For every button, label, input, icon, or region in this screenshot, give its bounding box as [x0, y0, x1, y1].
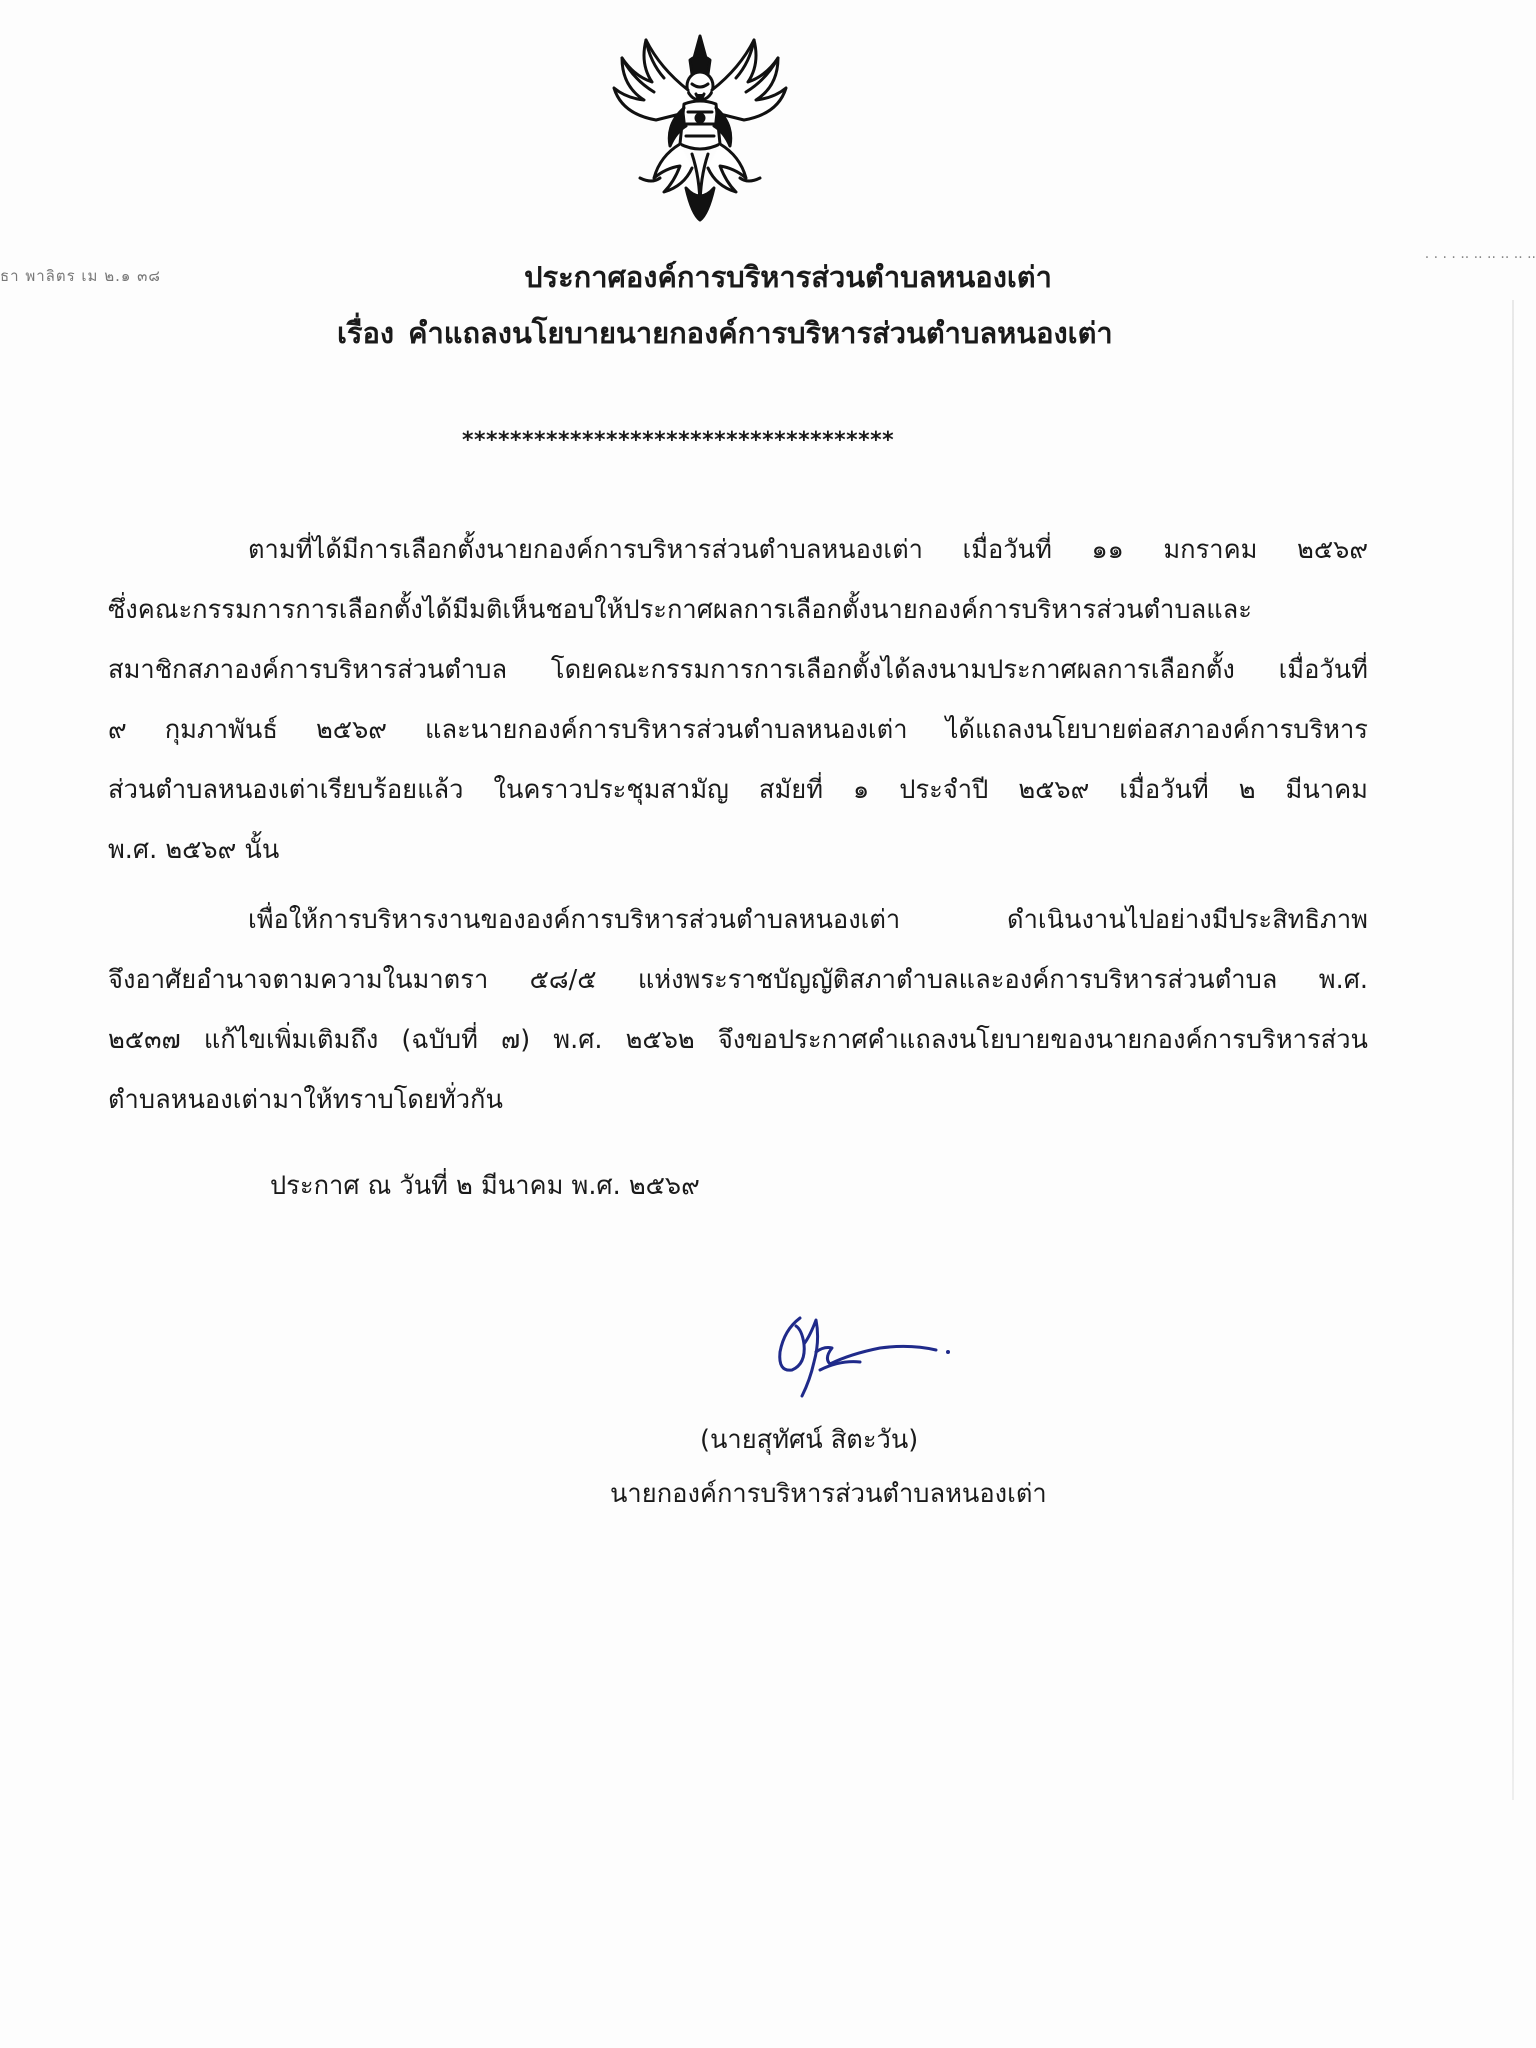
scan-noise-right: · · · · ·· ·· ·· ·· ·· ·· [1424, 250, 1536, 266]
scan-noise-left: ธา พาลิตร เม ๒.๑ ๓๘ [0, 267, 161, 285]
paragraph-line: จึงอาศัยอำนาจตามความในมาตรา ๕๘/๕ แห่งพระราชบัญญัติสภาตำบลและองค์การบริหารส่วนตำบล พ.ศ. [108, 965, 1368, 995]
signer-title: นายกองค์การบริหารส่วนตำบลหนองเต่า [610, 1479, 1047, 1509]
subject-text: คำแถลงนโยบายนายกองค์การบริหารส่วนตำบลหนองเต่า [408, 316, 1113, 350]
announcement-title: ประกาศองค์การบริหารส่วนตำบลหนองเต่า [524, 260, 1052, 294]
asterisk-separator: ************************************ [462, 428, 895, 453]
announcement-date: ประกาศ ณ วันที่ ๒ มีนาคม พ.ศ. ๒๕๖๙ [270, 1171, 700, 1201]
paragraph-line: ซึ่งคณะกรรมการการเลือกตั้งได้มีมติเห็นชอบให้ประกาศผลการเลือกตั้งนายกองค์การบริหารส่วนตำบลและ [108, 595, 1252, 625]
signer-name: (นายสุทัศน์ สิตะวัน) [700, 1425, 919, 1455]
announcement-subject [337, 310, 1113, 356]
paragraph-1 [108, 520, 1368, 880]
garuda-emblem-icon [600, 28, 800, 228]
paragraph-line: สมาชิกสภาองค์การบริหารส่วนตำบล โดยคณะกรรมการการเลือกตั้งได้ลงนามประกาศผลการเลือกตั้ง เมื่อวันที่ [108, 655, 1368, 685]
scan-edge-shadow [1512, 300, 1514, 1800]
paragraph-line: ตำบลหนองเต่ามาให้ทราบโดยทั่วกัน [108, 1085, 503, 1115]
handwritten-signature-icon [740, 1300, 960, 1410]
paragraph-2 [108, 890, 1368, 1130]
paragraph-line: พ.ศ. ๒๕๖๙ นั้น [108, 835, 280, 865]
paragraph-line: ส่วนตำบลหนองเต่าเรียบร้อยแล้ว ในคราวประชุมสามัญ สมัยที่ ๑ ประจำปี ๒๕๖๙ เมื่อวันที่ ๒ มีนาคม [108, 775, 1368, 805]
paragraph-line: ๒๕๓๗ แก้ไขเพิ่มเติมถึง (ฉบับที่ ๗) พ.ศ. ๒๕๖๒ จึงขอประกาศคำแถลงนโยบายของนายกองค์การบริหารส่วน [108, 1025, 1368, 1055]
paragraph-line: ตามที่ได้มีการเลือกตั้งนายกองค์การบริหารส่วนตำบลหนองเต่า เมื่อวันที่ ๑๑ มกราคม ๒๕๖๙ [248, 535, 1368, 565]
paragraph-line: เพื่อให้การบริหารงานขององค์การบริหารส่วนตำบลหนองเต่า ดำเนินงานไปอย่างมีประสิทธิภาพ [248, 905, 1368, 935]
paragraph-line: ๙ กุมภาพันธ์ ๒๕๖๙ และนายกองค์การบริหารส่วนตำบลหนองเต่า ได้แถลงนโยบายต่อสภาองค์การบริหาร [108, 715, 1368, 745]
subject-label: เรื่อง [337, 316, 395, 350]
